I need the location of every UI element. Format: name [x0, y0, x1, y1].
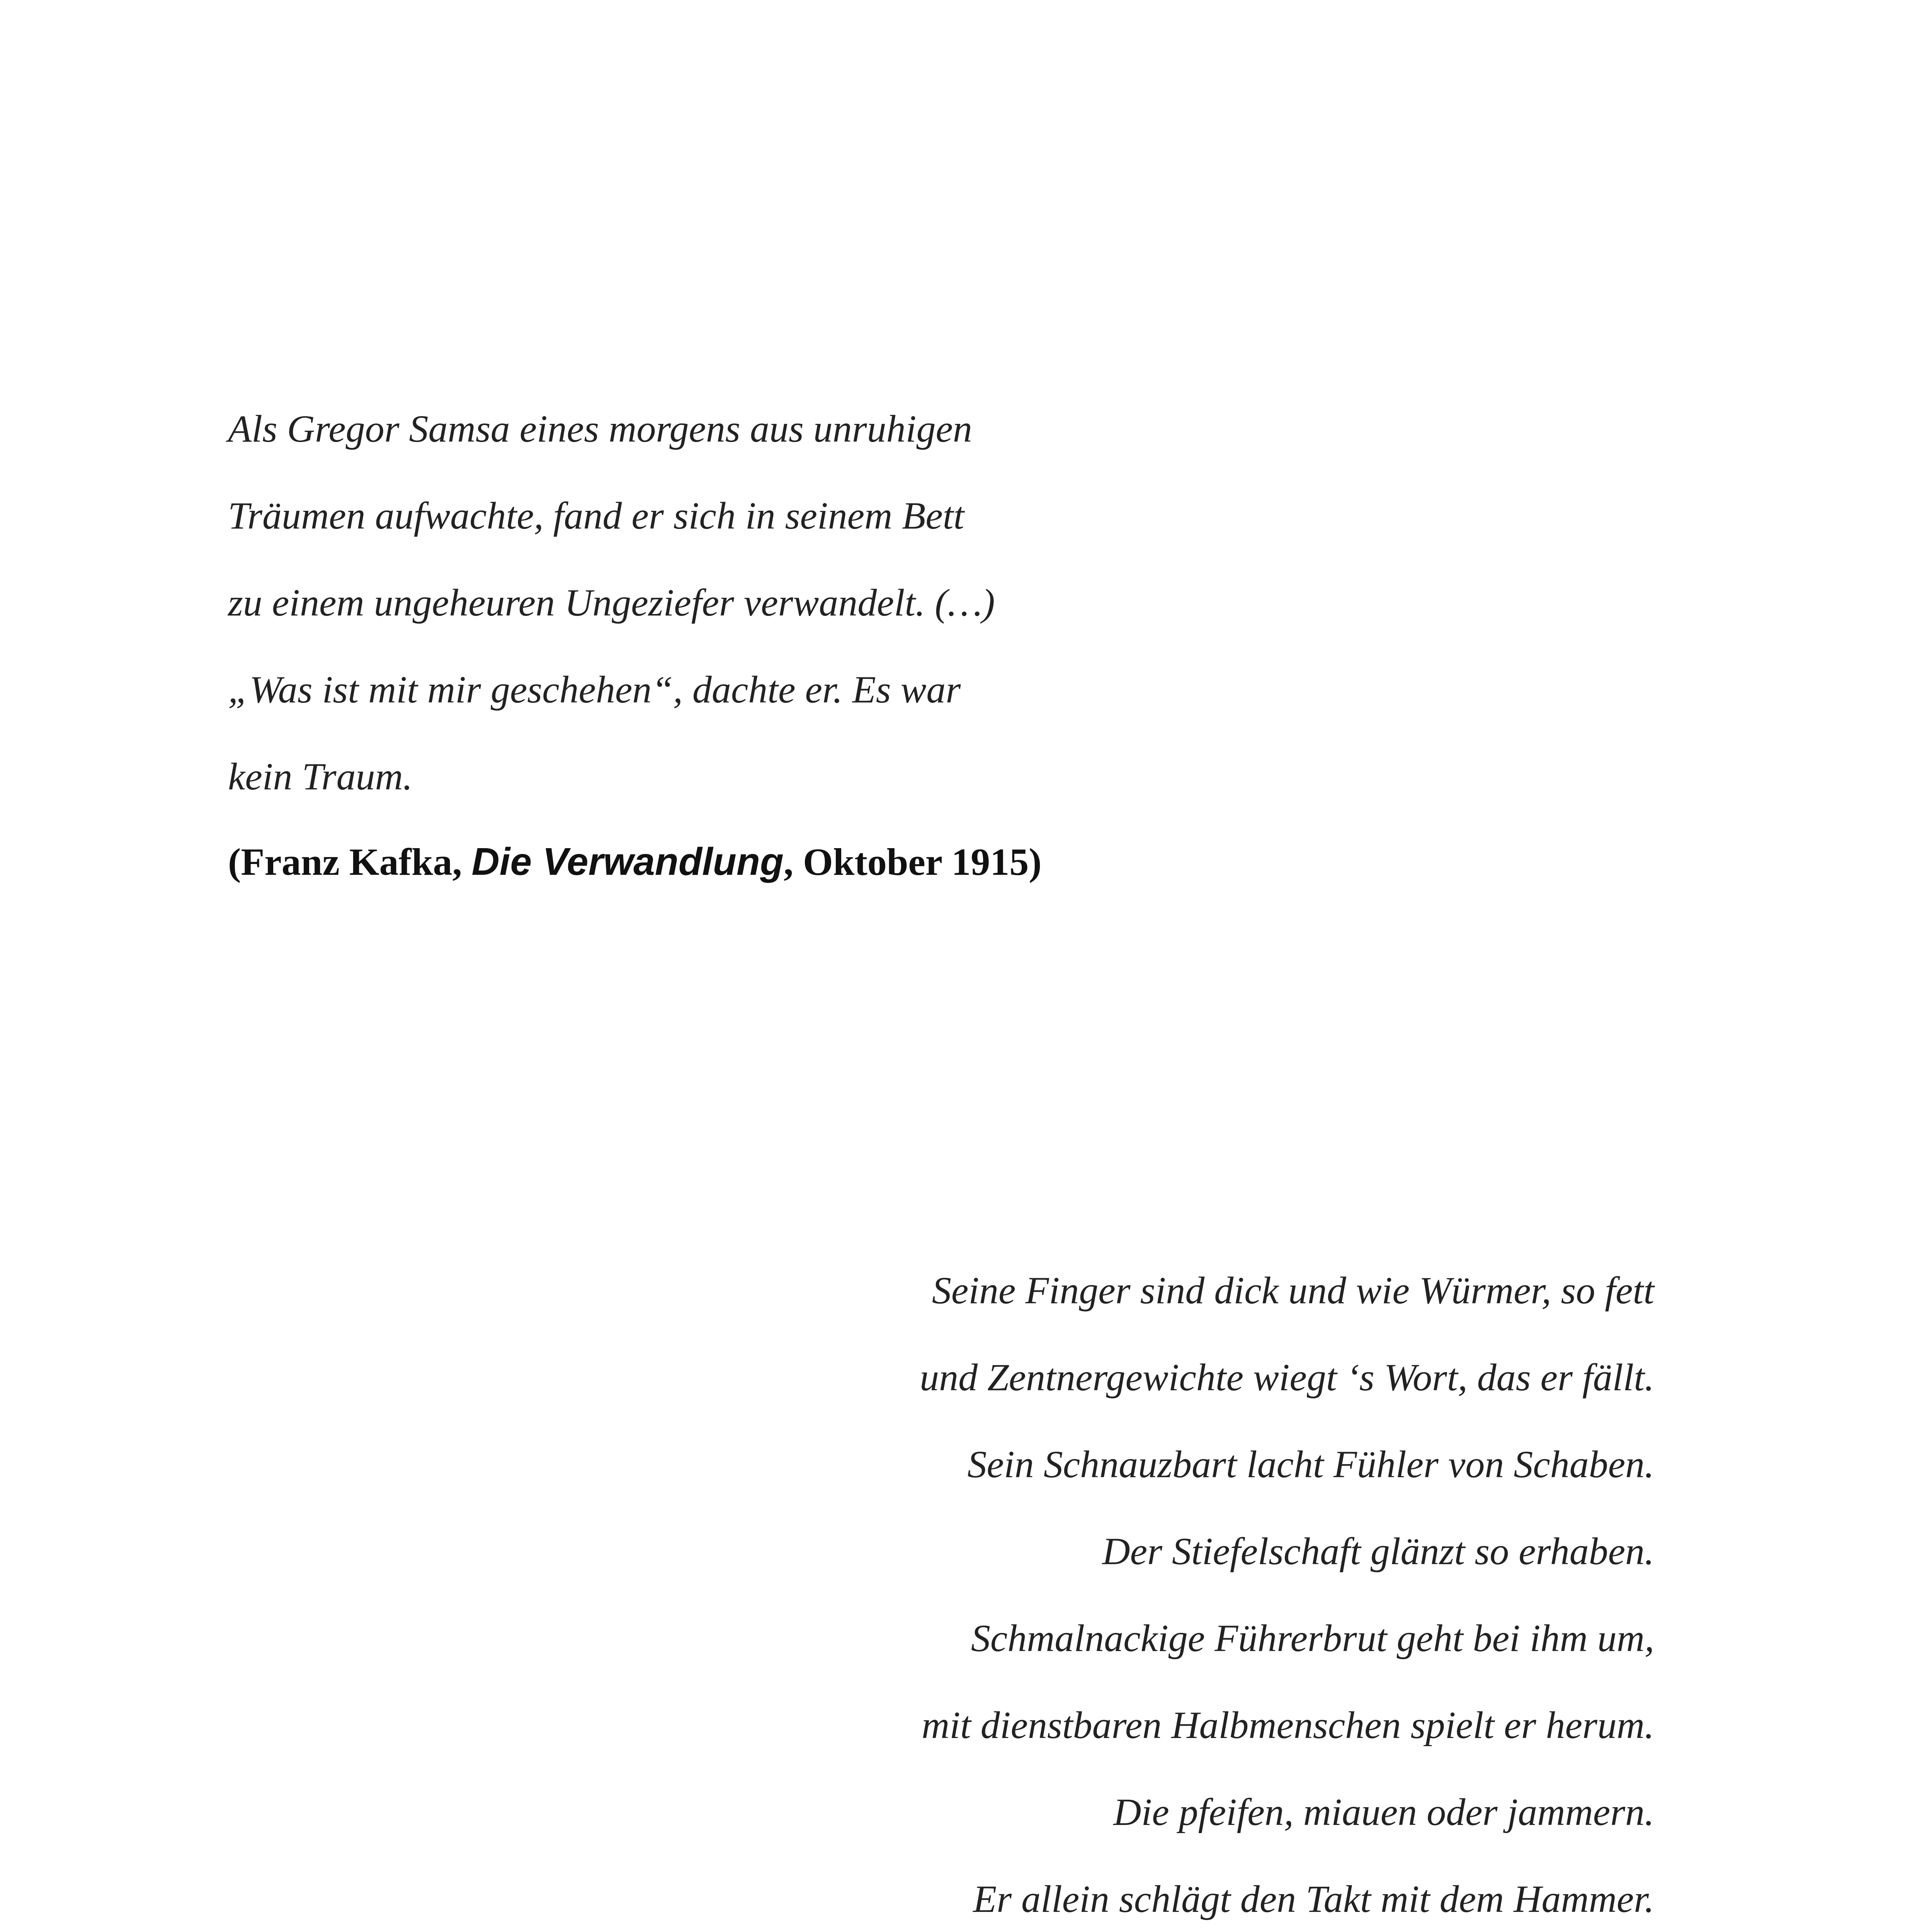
mandelstam-verse-line-2: und Zentnergewichte wiegt ‘s Wort, das er fällt. [920, 1356, 1654, 1399]
mandelstam-verse-line-1: Seine Finger sind dick und wie Würmer, so fett [932, 1269, 1654, 1312]
kafka-verse-line-3: zu einem ungeheuren Ungeziefer verwandelt. (…) [228, 581, 995, 624]
mandelstam-verse-line-4: Der Stiefelschaft glänzt so erhaben. [1102, 1530, 1654, 1573]
mandelstam-verse-line-3: Sein Schnauzbart lacht Fühler von Schaben. [967, 1443, 1654, 1486]
kafka-verse-line-5: kein Traum. [228, 755, 413, 798]
kafka-verse-line-1: Als Gregor Samsa eines morgens aus unruhigen [228, 407, 972, 450]
kafka-citation-prefix: (Franz Kafka, [228, 840, 472, 883]
mandelstam-verse-line-6: mit dienstbaren Halbmenschen spielt er herum. [922, 1704, 1654, 1747]
mandelstam-verse-line-7: Die pfeifen, miauen oder jammern. [1113, 1791, 1654, 1833]
kafka-citation-suffix: , Oktober 1915) [784, 840, 1042, 883]
kafka-verse-line-2: Träumen aufwachte, fand er sich in seinem Bett [228, 494, 964, 537]
kafka-verse-line-4: „Was ist mit mir geschehen“, dachte er. Es war [228, 668, 961, 711]
kafka-citation [228, 842, 1042, 881]
kafka-work-title: Die Verwandlung [471, 840, 784, 883]
mandelstam-verse-line-5: Schmalnackige Führerbrut geht bei ihm um, [971, 1617, 1654, 1660]
mandelstam-verse-line-8: Er allein schlägt den Takt mit dem Hammer. [973, 1878, 1654, 1920]
